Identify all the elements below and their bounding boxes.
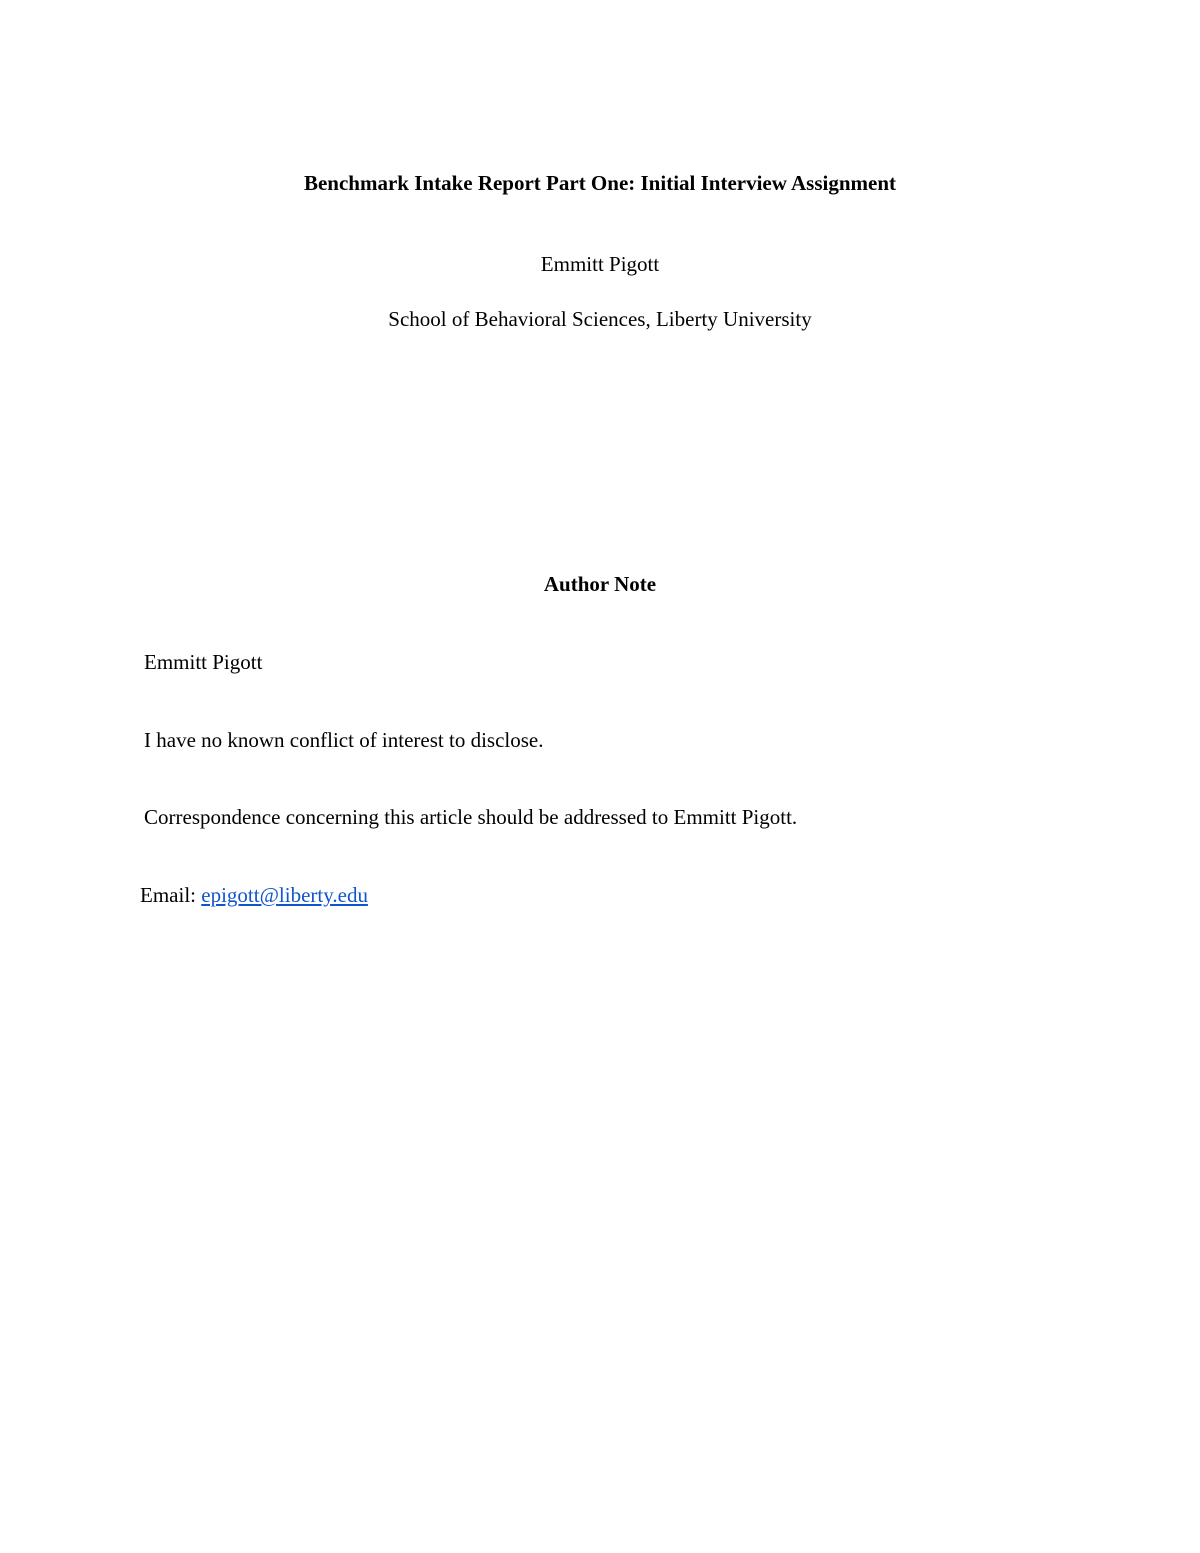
email-link[interactable]: epigott@liberty.edu <box>201 883 368 907</box>
correspondence-statement: Correspondence concerning this article should be addressed to Emmitt Pigott. <box>144 805 798 829</box>
paper-title: Benchmark Intake Report Part One: Initial Interview Assignment <box>303 171 897 195</box>
author-note-heading: Author Note <box>543 572 657 596</box>
email-line <box>140 882 368 908</box>
author-note-name: Emmitt Pigott <box>144 650 263 674</box>
author-name: Emmitt Pigott <box>540 252 660 276</box>
author-affiliation: School of Behavioral Sciences, Liberty University <box>388 307 812 331</box>
email-label: Email: <box>140 883 196 907</box>
conflict-statement: I have no known conflict of interest to disclose. <box>144 728 544 752</box>
